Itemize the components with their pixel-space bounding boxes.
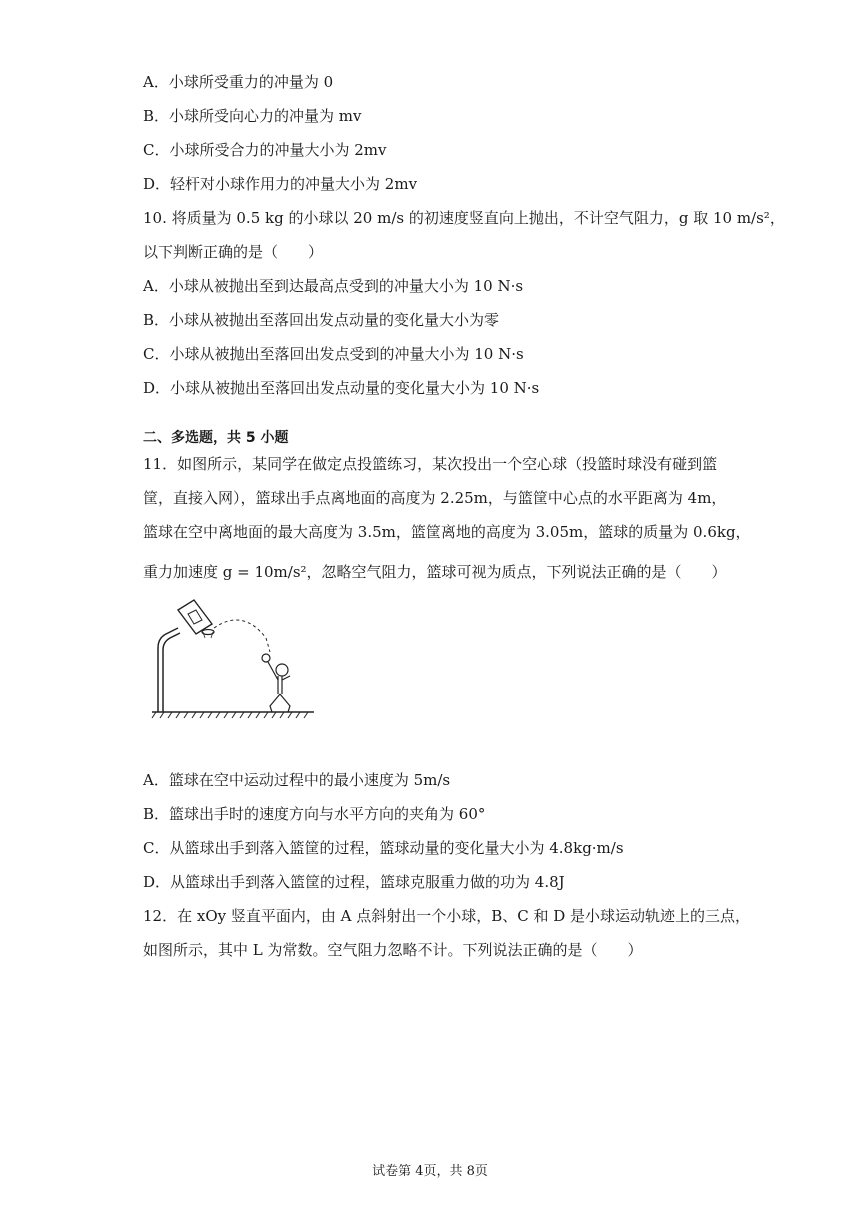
q11-stem-line1: 11．如图所示，某同学在做定点投篮练习，某次投出一个空心球（投篮时球没有碰到篮 — [143, 455, 718, 473]
q10-option-d: D．小球从被抛出至落回出发点动量的变化量大小为 10 N·s — [143, 379, 540, 397]
q11-option-a: A．篮球在空中运动过程中的最小速度为 5m/s — [143, 771, 451, 789]
q10-option-b: B．小球从被抛出至落回出发点动量的变化量大小为零 — [143, 311, 500, 329]
q11-stem-line4: 重力加速度 g = 10m/s²，忽略空气阻力，篮球可视为质点，下列说法正确的是（ ） — [143, 563, 727, 581]
section-heading: 二、多选题，共 5 小题 — [143, 430, 289, 446]
q9-option-b: B．小球所受向心力的冲量为 mv — [143, 107, 362, 125]
page-footer: 试卷第 4页，共 8页 — [372, 1164, 488, 1179]
q10-option-a: A．小球从被抛出至到达最高点受到的冲量大小为 10 N·s — [143, 277, 524, 295]
q10-stem-line2: 以下判断正确的是（ ） — [143, 243, 324, 261]
q9-option-a: A．小球所受重力的冲量为 0 — [143, 73, 334, 91]
q9-option-d: D．轻杆对小球作用力的冲量大小为 2mv — [143, 175, 418, 193]
basketball-figure — [148, 598, 318, 720]
q9-option-c: C．小球所受合力的冲量大小为 2mv — [143, 141, 387, 159]
q12-stem-line1: 12．在 xOy 竖直平面内，由 A 点斜射出一个小球，B、C 和 D 是小球运动轨迹上的三点， — [143, 907, 751, 925]
q10-option-c: C．小球从被抛出至落回出发点受到的冲量大小为 10 N·s — [143, 345, 524, 363]
q11-stem-line2: 筐，直接入网），篮球出手点离地面的高度为 2.25m，与篮筐中心点的水平距离为 4m， — [143, 489, 727, 507]
q11-option-b: B．篮球出手时的速度方向与水平方向的夹角为 60° — [143, 805, 486, 823]
q11-option-c: C．从篮球出手到落入篮筐的过程，篮球动量的变化量大小为 4.8kg·m/s — [143, 839, 624, 857]
q11-option-d: D．从篮球出手到落入篮筐的过程，篮球克服重力做的功为 4.8J — [143, 873, 565, 891]
q12-stem-line2: 如图所示，其中 L 为常数。空气阻力忽略不计。下列说法正确的是（ ） — [143, 941, 643, 959]
q11-stem-line3: 篮球在空中离地面的最大高度为 3.5m，篮筐离地的高度为 3.05m，篮球的质量为 0.6kg， — [143, 523, 751, 541]
q10-stem-line1: 10. 将质量为 0.5 kg 的小球以 20 m/s 的初速度竖直向上抛出，不计空气阻力，g 取 10 m/s²， — [143, 209, 785, 227]
